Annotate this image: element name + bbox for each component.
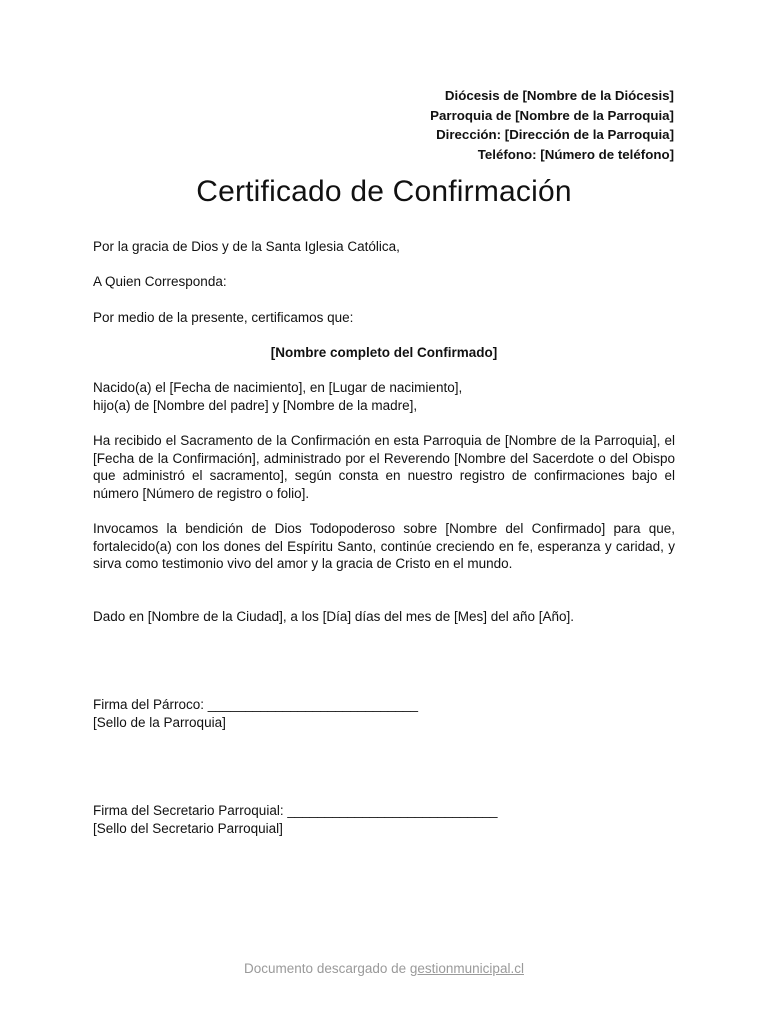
parroco-signature-block xyxy=(93,696,675,731)
greeting-text: Por la gracia de Dios y de la Santa Iglesia Católica, xyxy=(93,239,400,254)
footer-text: Documento descargado de xyxy=(244,961,410,976)
parroco-signature-line: Firma del Párroco: ____________________________ xyxy=(93,697,419,712)
birth-line-1: Nacido(a) el [Fecha de nacimiento], en [Lugar de nacimiento], xyxy=(93,380,463,395)
birth-line-2: hijo(a) de [Nombre del padre] y [Nombre de la madre], xyxy=(93,397,418,413)
given-in-text: Dado en [Nombre de la Ciudad], a los [Día] días del mes de [Mes] del año [Año]. xyxy=(93,609,575,624)
secretario-signature-line: Firma del Secretario Parroquial: ____________________________ xyxy=(93,803,498,818)
document-title: Certificado de Confirmación xyxy=(196,175,572,208)
blessing-paragraph: Invocamos la bendición de Dios Todopoderoso sobre [Nombre del Confirmado] para que, fortalecido(a) con los dones del Espíritu Santo, continúe creciendo en fe, esperanza y caridad, y sirva como testimonio vivo del amor y la gracia de Cristo en el mundo. xyxy=(93,521,675,572)
sacrament-paragraph: Ha recibido el Sacramento de la Confirmación en esta Parroquia de [Nombre de la Parroquia], el [Fecha de la Confirmación], administrado por el Reverendo [Nombre del Sacerdote o del Obispo que administró el sacramento], según consta en nuestro registro de confirmaciones bajo el número [Número de registro o folio]. xyxy=(93,433,675,501)
diocese-line: Diócesis de [Nombre de la Diócesis] xyxy=(444,88,674,103)
parish-line: Parroquia de [Nombre de la Parroquia] xyxy=(430,107,674,123)
confirmed-name: [Nombre completo del Confirmado] xyxy=(270,345,498,360)
source-link[interactable]: gestionmunicipal.cl xyxy=(409,961,524,976)
address-line: Dirección: [Dirección de la Parroquia] xyxy=(436,127,674,142)
secretario-seal-label: [Sello del Secretario Parroquial] xyxy=(93,820,283,836)
secretario-signature-block xyxy=(93,802,675,837)
phone-line: Teléfono: [Número de teléfono] xyxy=(477,146,674,162)
birth-info xyxy=(93,379,675,414)
download-footer xyxy=(0,961,768,976)
salutation-text: A Quien Corresponda: xyxy=(93,274,227,289)
letterhead xyxy=(430,86,674,164)
intro-text: Por medio de la presente, certificamos que: xyxy=(93,310,354,325)
parroco-seal-label: [Sello de la Parroquia] xyxy=(93,714,226,730)
